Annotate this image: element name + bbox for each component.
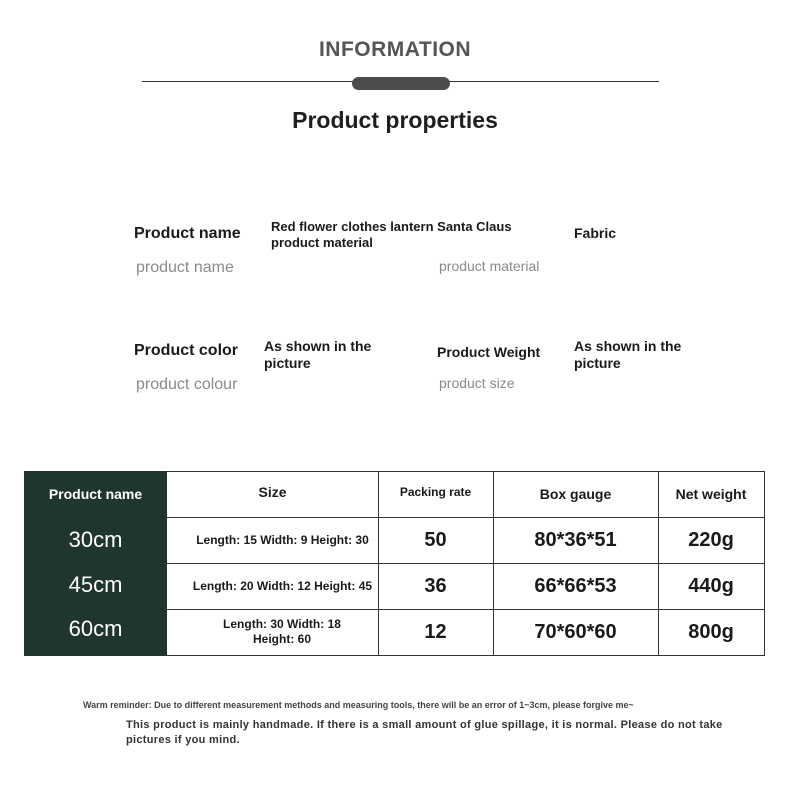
- divider-pill: [352, 77, 450, 90]
- product-weight-label: Product Weight: [437, 344, 541, 360]
- header-box-gauge: Box gauge: [539, 486, 612, 502]
- product-color-value: As shown in the picture: [264, 338, 372, 371]
- product-material-value: Fabric: [574, 225, 617, 241]
- page-title: Product properties: [292, 107, 498, 133]
- product-weight-sublabel: product size: [439, 375, 515, 391]
- table-row-packing: 36: [424, 574, 447, 597]
- product-material-sublabel: product material: [439, 258, 540, 274]
- table-row-size: Length: 20 Width: 12 Height: 45: [192, 578, 373, 593]
- table-row-size: Length: 15 Width: 9 Height: 30: [196, 532, 369, 547]
- handmade-note: This product is mainly handmade. If there is a small amount of glue spillage, it is normal. Please do not take pictures if you mind.: [126, 719, 723, 746]
- table-border: [764, 471, 765, 656]
- table-row-size: Length: 30 Width: 18 Height: 60: [223, 617, 341, 646]
- table-border: [167, 655, 765, 656]
- header-size: Size: [258, 484, 287, 500]
- table-row-weight: 800g: [688, 620, 734, 643]
- spec-table: [24, 471, 765, 656]
- table-row-name: 45cm: [68, 572, 123, 597]
- table-row-box: 66*66*53: [534, 574, 617, 597]
- table-row-name: 30cm: [68, 527, 123, 552]
- product-weight-value: As shown in the picture: [574, 338, 682, 371]
- table-row-box: 80*36*51: [534, 528, 617, 551]
- table-row-weight: 440g: [688, 574, 734, 597]
- product-color-label: Product color: [134, 342, 239, 359]
- header-product-name: Product name: [48, 486, 143, 502]
- header-packing-rate: Packing rate: [399, 485, 472, 499]
- table-row-packing: 12: [424, 620, 447, 643]
- section-title: INFORMATION: [318, 38, 472, 61]
- header-net-weight: Net weight: [675, 486, 747, 502]
- table-row-weight: 220g: [688, 528, 734, 551]
- product-name-value: Red flower clothes lantern Santa Claus product material: [271, 219, 512, 250]
- product-color-sublabel: product colour: [136, 376, 238, 393]
- table-row-packing: 50: [424, 528, 447, 551]
- product-name-label: Product name: [134, 225, 241, 242]
- product-name-sublabel: product name: [136, 259, 234, 276]
- table-row-box: 70*60*60: [534, 620, 617, 643]
- warm-reminder: Warm reminder: Due to different measurement methods and measuring tools, there will be an error of 1~3cm, please forgive me~: [83, 700, 634, 710]
- table-row-name: 60cm: [68, 616, 123, 641]
